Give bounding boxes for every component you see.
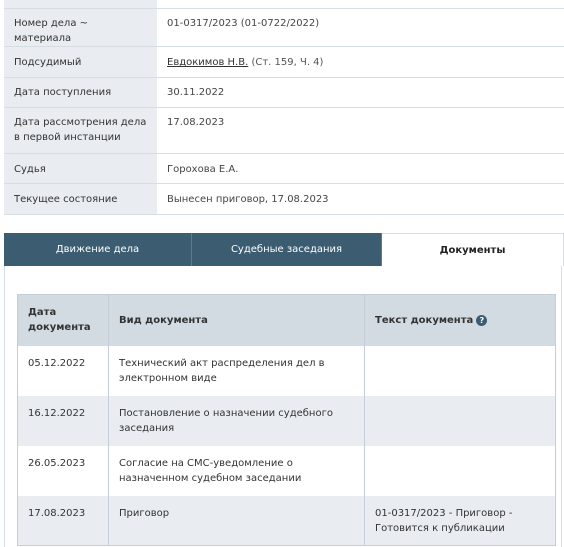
- table-row: [18, 396, 556, 446]
- judge-value: Горохова Е.А.: [157, 154, 564, 184]
- tab-case-movement[interactable]: Движение дела: [4, 233, 192, 266]
- case-number-value: 01-0317/2023 (01-0722/2022): [157, 9, 564, 47]
- header-text-label: Текст документа: [375, 314, 474, 326]
- documents-table: [17, 294, 556, 546]
- case-info-row: [4, 184, 564, 215]
- review-date-value: 17.08.2023: [157, 108, 564, 154]
- table-row: [18, 446, 556, 496]
- defendant-link[interactable]: Евдокимов Н.В.: [167, 57, 249, 68]
- review-date-label: Дата рассмотрения дела в первой инстанции: [4, 108, 157, 154]
- doc-date: 16.12.2022: [18, 396, 109, 446]
- case-tabs: [4, 233, 564, 266]
- doc-text: [365, 396, 556, 446]
- case-info-row: [4, 154, 564, 184]
- tab-documents[interactable]: Документы: [382, 233, 564, 266]
- tab-court-hearings[interactable]: Судебные заседания: [192, 233, 382, 266]
- defendant-value: [157, 47, 564, 78]
- table-row: [18, 346, 556, 396]
- doc-text: [365, 446, 556, 496]
- header-type: Вид документа: [109, 295, 365, 346]
- doc-type: Приговор: [109, 496, 365, 546]
- defendant-article: (Ст. 159, Ч. 4): [251, 57, 324, 68]
- case-info-row: [4, 47, 564, 78]
- case-info-table: [4, 0, 564, 215]
- header-text: [365, 295, 556, 346]
- status-value: Вынесен приговор, 17.08.2023: [157, 184, 564, 215]
- documents-header-row: [18, 295, 556, 346]
- doc-type: Технический акт распределения дел в электронном виде: [109, 346, 365, 396]
- table-row: [18, 496, 556, 546]
- case-info-row: [4, 108, 564, 154]
- case-info-row: [4, 78, 564, 108]
- doc-date: 05.12.2022: [18, 346, 109, 396]
- question-circle-icon[interactable]: ?: [476, 315, 487, 326]
- case-number-label: Номер дела ~ материала: [4, 9, 157, 47]
- case-info-row: [4, 9, 564, 47]
- doc-type: Постановление о назначении судебного заседания: [109, 396, 365, 446]
- doc-date: 26.05.2023: [18, 446, 109, 496]
- doc-text[interactable]: 01-0317/2023 - Приговор - Готовится к публикации: [365, 496, 556, 546]
- status-label: Текущее состояние: [4, 184, 157, 215]
- doc-text: [365, 346, 556, 396]
- defendant-label: Подсудимый: [4, 47, 157, 78]
- received-date-label: Дата поступления: [4, 78, 157, 108]
- received-date-value: 30.11.2022: [157, 78, 564, 108]
- doc-date: 17.08.2023: [18, 496, 109, 546]
- judge-label: Судья: [4, 154, 157, 184]
- doc-type: Согласие на СМС-уведомление о назначенном судебном заседании: [109, 446, 365, 496]
- header-date: Дата документа: [18, 295, 109, 346]
